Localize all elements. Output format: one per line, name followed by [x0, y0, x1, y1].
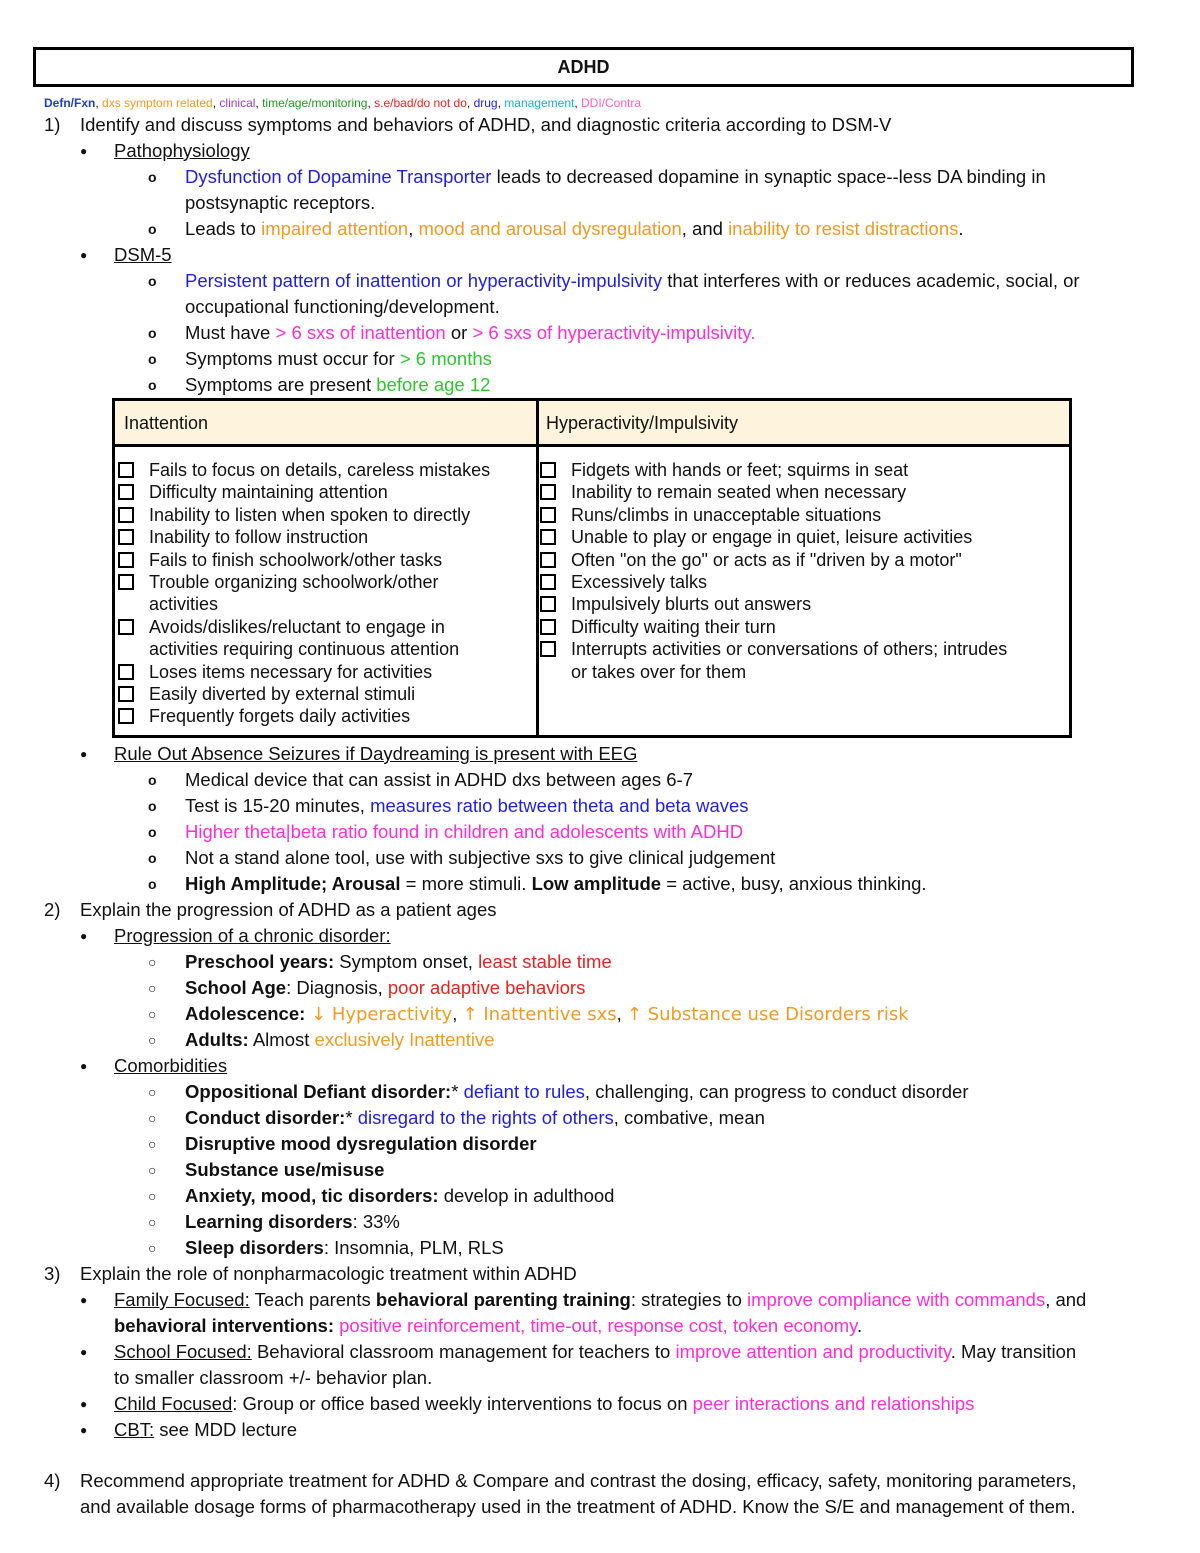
bullet-icon: ●	[80, 1397, 88, 1411]
text-run: Preschool years:	[185, 951, 335, 972]
text-run: behavioral interventions:	[114, 1315, 334, 1336]
bullet-icon: ●	[80, 1345, 88, 1359]
title-text: ADHD	[557, 56, 610, 77]
left-item: Loses items necessary for activities	[149, 661, 433, 682]
sub-bullet-icon: ○	[148, 1240, 157, 1256]
section-text: Recommend appropriate treatment for ADHD & Compare and contrast the dosing, efficacy, safety, monitoring parameters,	[80, 1470, 1077, 1491]
sub-bullet-icon: ○	[148, 1136, 157, 1152]
text-run: leads to decreased dopamine in synaptic space--less DA binding in	[491, 166, 1046, 187]
text-run: least stable time	[478, 951, 612, 972]
text-run: Symptom onset,	[334, 951, 479, 972]
checkbox-icon	[540, 641, 556, 657]
text-run: occupational functioning/development.	[185, 296, 500, 317]
sub-bullet-icon: o	[148, 273, 157, 289]
left-item: Inability to follow instruction	[149, 527, 369, 548]
left-item: Difficulty maintaining attention	[149, 482, 388, 503]
legend-ddi: DDI/Contra	[581, 96, 642, 110]
left-item: Easily diverted by external stimuli	[149, 684, 416, 704]
text-run: Adolescence:	[185, 1003, 306, 1024]
legend-dxs: dxs symptom related	[102, 96, 213, 110]
checkbox-icon	[118, 664, 134, 680]
text-run: , challenging, can progress to conduct disorder	[584, 1081, 969, 1102]
legend-clinical: clinical	[219, 96, 256, 110]
text-run: = more stimuli.	[400, 873, 532, 894]
text-run: Leads to	[185, 218, 262, 239]
legend-drug: drug	[473, 96, 498, 110]
right-item: or takes over for them	[571, 661, 747, 682]
table-divider	[536, 401, 539, 735]
text-run: : 33%	[352, 1211, 400, 1232]
right-item: Difficulty waiting their turn	[571, 616, 776, 637]
text-run: > 6 sxs of inattention	[275, 322, 446, 343]
text-run: : Diagnosis,	[286, 977, 388, 998]
text-run: Sleep disorders	[185, 1237, 324, 1258]
left-item: Frequently forgets daily activities	[149, 706, 411, 727]
checkbox-icon	[540, 619, 556, 635]
section-number: 2)	[44, 899, 61, 920]
header-inattention: Inattention	[124, 413, 209, 433]
text-run: disregard to the rights of others	[357, 1107, 614, 1128]
text-run: defiant to rules	[463, 1081, 585, 1102]
text-run: or	[445, 322, 473, 343]
checkbox-icon	[540, 574, 556, 590]
section-number: 1)	[44, 114, 61, 135]
legend-sep: ,	[95, 96, 103, 110]
text-run: .	[857, 1315, 863, 1336]
sub-bullet-icon: o	[148, 377, 157, 393]
section-text: Explain the progression of ADHD as a patient ages	[80, 899, 497, 920]
checkbox-icon	[118, 552, 134, 568]
text-run: positive reinforcement, time-out, response cost, token economy	[334, 1315, 858, 1336]
sub-bullet-icon: ○	[148, 1162, 157, 1178]
text-run: Substance use/misuse	[185, 1159, 385, 1180]
text-run: School Age	[185, 977, 287, 998]
section-text: Identify and discuss symptoms and behaviors of ADHD, and diagnostic criteria according to DSM-V	[80, 114, 892, 135]
right-item: Unable to play or engage in quiet, leisure activities	[571, 527, 973, 548]
checkbox-icon	[118, 574, 134, 590]
text-run: Dysfunction of Dopamine Transporter	[185, 166, 492, 187]
sub-bullet-icon: ○	[148, 1006, 157, 1022]
text-run: . May transition	[950, 1341, 1077, 1362]
text-run: develop in adulthood	[438, 1185, 615, 1206]
text-run: High Amplitude; Arousal	[185, 873, 401, 894]
text-run: , combative, mean	[613, 1107, 765, 1128]
legend-sep: ,	[574, 96, 581, 110]
text-run: Persistent pattern of inattention or hyperactivity-impulsivity	[185, 270, 663, 291]
text-run: : Insomnia, PLM, RLS	[323, 1237, 504, 1258]
text-run: Not a stand alone tool, use with subjective sxs to give clinical judgement	[185, 847, 776, 868]
text-run: Medical device that can assist in ADHD dxs between ages 6-7	[185, 769, 693, 790]
section-number: 3)	[44, 1263, 61, 1284]
bullet-label: Rule Out Absence Seizures if Daydreaming is present with EEG	[114, 743, 638, 764]
page-title	[33, 47, 1134, 87]
text-run: poor adaptive behaviors	[387, 977, 586, 998]
sub-bullet-icon: ○	[148, 980, 157, 996]
text-run: ,	[452, 1003, 463, 1024]
right-item: Excessively talks	[571, 572, 708, 592]
sub-bullet-icon: o	[148, 351, 157, 367]
text-run: mood and arousal dysregulation	[418, 218, 682, 239]
legend-defn: Defn/Fxn	[44, 96, 96, 110]
bullet-icon: ●	[80, 1423, 88, 1437]
text-run: Behavioral classroom management for teachers to	[251, 1341, 676, 1362]
section-text: Explain the role of nonpharmacologic treatment within ADHD	[80, 1263, 577, 1284]
text-run: = active, busy, anxious thinking.	[661, 873, 927, 894]
sub-bullet-icon: o	[148, 325, 157, 341]
text-run: Learning disorders	[185, 1211, 353, 1232]
checkbox-icon	[540, 507, 556, 523]
checkbox-icon	[540, 484, 556, 500]
text-run: Low amplitude	[531, 873, 662, 894]
text-run: > 6 months	[399, 348, 492, 369]
text-run: improve compliance with commands	[747, 1289, 1046, 1310]
legend-sep: ,	[255, 96, 263, 110]
bullet-icon: ●	[80, 747, 88, 761]
text-run: Must have	[185, 322, 276, 343]
sub-bullet-icon: ○	[148, 1214, 157, 1230]
text-run: : Group or office based weekly interventions to focus on	[232, 1393, 693, 1414]
text-run: before age 12	[376, 374, 491, 395]
legend-sep: ,	[212, 96, 220, 110]
text-run: *	[345, 1107, 358, 1128]
bullet-icon: ●	[80, 144, 88, 158]
bullet-icon: ●	[80, 929, 88, 943]
text-run: behavioral parenting training	[375, 1289, 631, 1310]
text-run: Child Focused	[114, 1393, 233, 1414]
sub-bullet-icon: ○	[148, 1188, 157, 1204]
checkbox-icon	[118, 708, 134, 724]
text-run: peer interactions and relationships	[692, 1393, 975, 1414]
text-run: that interferes with or reduces academic, social, or	[662, 270, 1080, 291]
right-item: Interrupts activities or conversations of others; intrudes	[571, 639, 1008, 660]
text-run: impaired attention	[261, 218, 409, 239]
legend-management: management	[504, 96, 575, 110]
right-item: Often "on the go" or acts as if "driven by a motor"	[571, 549, 962, 570]
text-run: Almost	[248, 1029, 315, 1050]
text-run: School Focused:	[114, 1341, 252, 1362]
text-run: exclusively Inattentive	[314, 1029, 495, 1050]
section-number: 4)	[44, 1470, 61, 1491]
sub-bullet-icon: o	[148, 824, 157, 840]
sub-bullet-icon: o	[148, 798, 157, 814]
bullet-label: DSM-5	[114, 244, 172, 265]
text-run: see MDD lecture	[154, 1419, 297, 1440]
checkbox-icon	[118, 484, 134, 500]
text-run: ,	[616, 1003, 627, 1024]
checkbox-icon	[540, 529, 556, 545]
text-run: ,	[408, 218, 419, 239]
text-run: > 6 sxs of hyperactivity-impulsivity.	[472, 322, 756, 343]
checkbox-icon	[118, 619, 134, 635]
left-item: Avoids/dislikes/reluctant to engage in	[149, 616, 445, 637]
left-item: Fails to finish schoolwork/other tasks	[149, 549, 443, 570]
text-run: Conduct disorder:	[185, 1107, 346, 1128]
legend-sep: ,	[497, 96, 505, 110]
legend-sep: ,	[466, 96, 474, 110]
legend-sep: ,	[367, 96, 375, 110]
text-run: Family Focused:	[114, 1289, 250, 1310]
bullet-icon: ●	[80, 248, 88, 262]
text-run: Disruptive mood dysregulation disorder	[185, 1133, 537, 1154]
text-run: measures ratio between theta and beta waves	[370, 795, 749, 816]
left-item: activities	[149, 594, 219, 615]
checkbox-icon	[540, 596, 556, 612]
checkbox-icon	[540, 552, 556, 568]
text-run: .	[958, 218, 964, 239]
checkbox-icon	[118, 686, 134, 702]
left-item: Trouble organizing schoolwork/other	[149, 572, 439, 592]
text-run: : strategies to	[630, 1289, 748, 1310]
sub-bullet-icon: o	[148, 221, 157, 237]
text-run: Adults:	[185, 1029, 249, 1050]
bullet-icon: ●	[80, 1293, 88, 1307]
bullet-label: Comorbidities	[114, 1055, 228, 1076]
text-run: Oppositional Defiant disorder:	[185, 1081, 452, 1102]
checkbox-icon	[540, 462, 556, 478]
right-item: Fidgets with hands or feet; squirms in seat	[571, 460, 909, 480]
text-run: CBT:	[114, 1419, 155, 1440]
header-hyperactivity: Hyperactivity/Impulsivity	[546, 413, 739, 433]
checkbox-icon	[118, 462, 134, 478]
legend-time: time/age/monitoring	[262, 96, 368, 110]
sub-bullet-icon: o	[148, 876, 157, 892]
color-legend	[44, 96, 641, 110]
text-run: Test is 15-20 minutes,	[185, 795, 371, 816]
right-item: Impulsively blurts out answers	[571, 594, 812, 615]
right-item: Runs/climbs in unacceptable situations	[571, 504, 882, 525]
text-run: postsynaptic receptors.	[185, 192, 376, 213]
text-run: Symptoms must occur for	[185, 348, 400, 369]
sub-bullet-icon: o	[148, 772, 157, 788]
text-run: inability to resist distractions	[728, 218, 959, 239]
symptom-table	[112, 398, 1072, 738]
text-run: ↓ Hyperactivity	[305, 1004, 453, 1025]
sub-bullet-icon: ○	[148, 954, 157, 970]
text-run: Symptoms are present	[185, 374, 377, 395]
text-run: *	[451, 1081, 464, 1102]
text-run: ↑ Substance use Disorders risk	[626, 1004, 909, 1025]
bullet-label: Progression of a chronic disorder:	[114, 925, 391, 946]
text-run: ↑ Inattentive sxs	[462, 1004, 617, 1025]
text-run: , and	[1045, 1289, 1087, 1310]
checkbox-icon	[118, 507, 134, 523]
left-item: Fails to focus on details, careless mistakes	[149, 460, 491, 480]
bullet-icon: ●	[80, 1059, 88, 1073]
right-item: Inability to remain seated when necessary	[571, 482, 907, 503]
text-run: improve attention and productivity	[675, 1341, 951, 1362]
section-text: and available dosage forms of pharmacotherapy used in the treatment of ADHD. Know the S/E and management of them.	[80, 1496, 1076, 1517]
text-run: Higher theta|beta ratio found in children and adolescents with ADHD	[185, 821, 744, 842]
sub-bullet-icon: ○	[148, 1084, 157, 1100]
text-run: , and	[681, 218, 729, 239]
left-item: activities requiring continuous attention	[149, 639, 460, 660]
sub-bullet-icon: ○	[148, 1110, 157, 1126]
bullet-label: Pathophysiology	[114, 140, 250, 161]
sub-bullet-icon: o	[148, 850, 157, 866]
sub-bullet-icon: o	[148, 169, 157, 185]
text-run: Anxiety, mood, tic disorders:	[185, 1185, 439, 1206]
left-item: Inability to listen when spoken to directly	[149, 504, 471, 525]
text-run: Teach parents	[249, 1289, 376, 1310]
checkbox-icon	[118, 529, 134, 545]
legend-se: s.e/bad/do not do	[374, 96, 467, 110]
text-run: to smaller classroom +/- behavior plan.	[114, 1367, 433, 1388]
sub-bullet-icon: ○	[148, 1032, 157, 1048]
